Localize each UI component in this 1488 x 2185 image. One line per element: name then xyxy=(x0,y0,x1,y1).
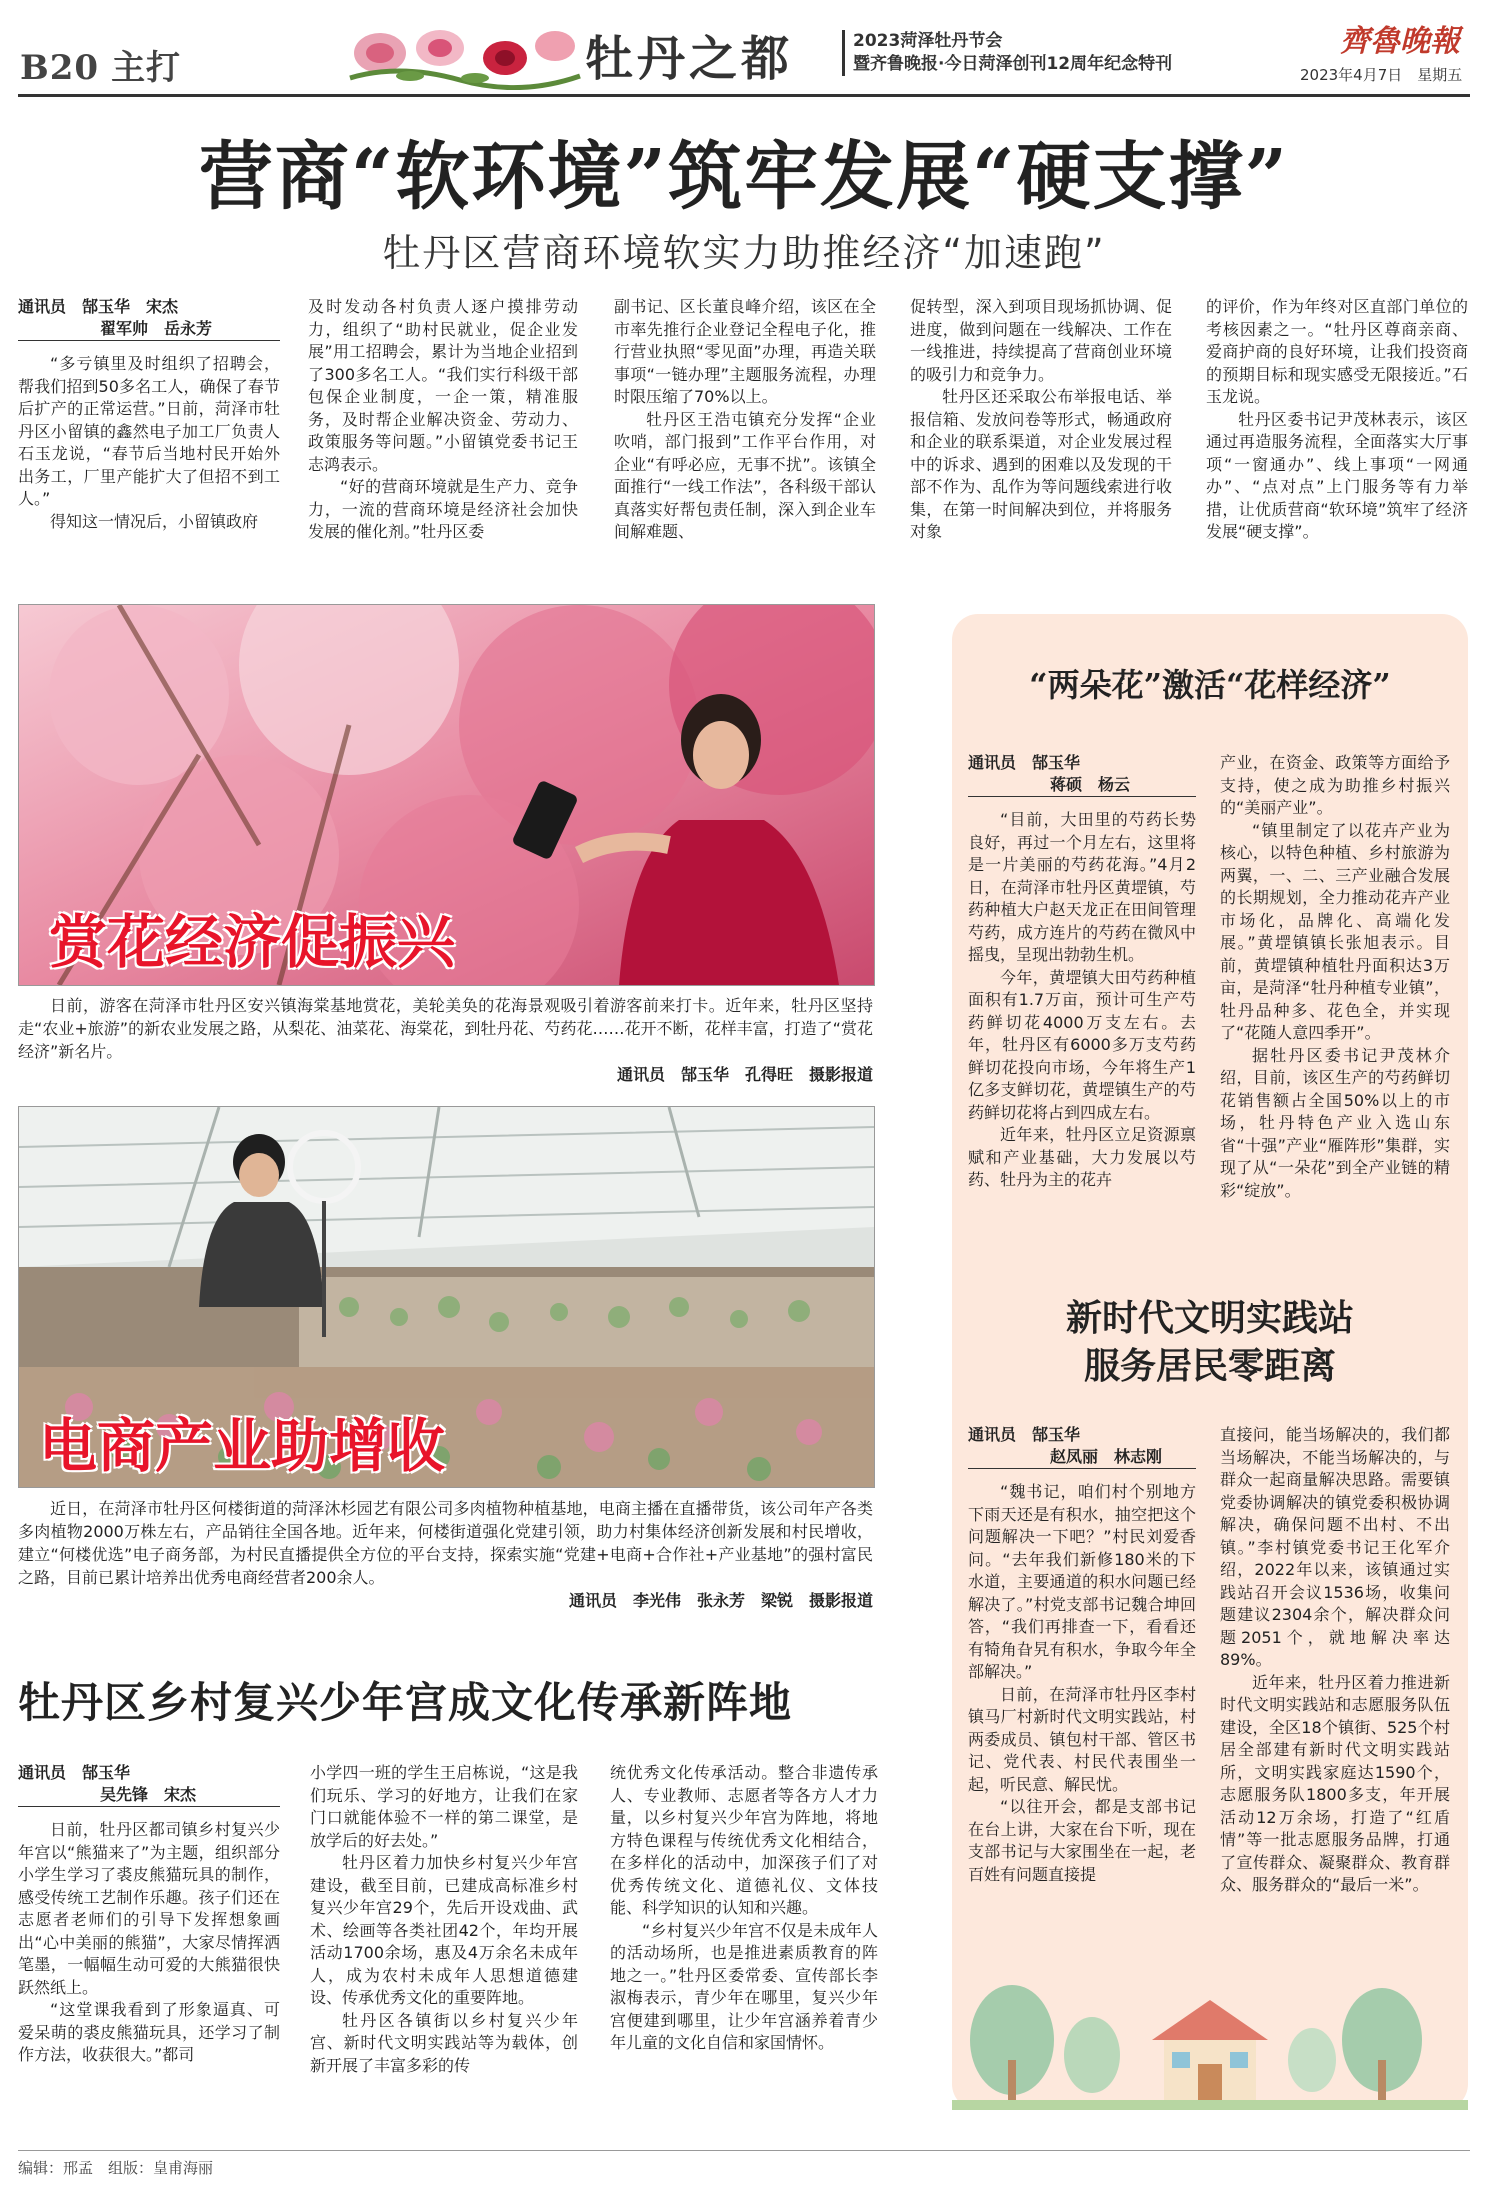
photo-succulent-livestream xyxy=(18,1106,875,1488)
main-article-col-3 xyxy=(614,296,876,544)
paragraph: 牡丹区着力加快乡村复兴少年宫建设，截至目前，已建成高标准乡村复兴少年宫29个，先后开设戏曲、武术、绘画等各类社团42个，年均开展活动1700余场，惠及4万余名未成年人，成为农村未成年人思想道德建设、传承优秀文化的重要阵地。 xyxy=(310,1853,578,2007)
village-illustration xyxy=(952,1970,1468,2110)
caption-text: 日前，游客在菏泽市牡丹区安兴镇海棠基地赏花，美轮美奂的花海景观吸引着游客前来打卡。近年来，牡丹区坚持走“农业+旅游”的新农业发展之路，从梨花、油菜花、海棠花，到牡丹花、芍药花……花开不断，花样丰富，打造了“赏花经济”新名片。 xyxy=(18,996,873,1061)
paragraph: “以往开会，都是支部书记在台上讲，大家在台下听，现在支部书记与大家围坐在一起，老百姓有问题直接提 xyxy=(968,1797,1196,1884)
page-number-text: B20 xyxy=(20,48,100,88)
paragraph: “多亏镇里及时组织了招聘会，帮我们招到50多名工人，确保了春节后扩产的正常运营。”日前，菏泽市牡丹区小留镇的鑫然电子加工厂负责人石玉龙说，“春节后当地村民开始外出务工，厂里产能扩大了但招不到工人。” xyxy=(18,354,280,508)
byline-line-2: 吴先锋 宋杰 xyxy=(18,1784,280,1807)
paragraph: “魏书记，咱们村个别地方下雨天还是有积水，抽空把这个问题解决一下吧？”村民刘爱香问。“去年我们新修180米的下水道，主要通道的积水问题已经解决了。”村党支部书记魏合坤回答，“我们再排查一下，看看还有犄角旮旯有积水，争取今年全部解决。” xyxy=(968,1482,1196,1681)
paragraph: “好的营商环境就是生产力、竞争力，一流的营商环境是经济社会加快发展的催化剂。”牡丹区委 xyxy=(308,477,578,541)
article3-col-1 xyxy=(18,1762,280,2067)
page-header xyxy=(0,0,1488,98)
article3-byline xyxy=(18,1762,280,1807)
paragraph: 牡丹区各镇街以乡村复兴少年宫、新时代文明实践站等为载体，创新开展了丰富多彩的传 xyxy=(310,2010,578,2075)
title-line-1: 新时代文明实践站 xyxy=(1065,1297,1354,1339)
page-number xyxy=(20,40,181,89)
paragraph: 的评价，作为年终对区直部门单位的考核因素之一。“牡丹区尊商亲商、爱商护商的良好环境，让我们投资商的预期目标和现实感受无限接近。”石玉龙说。 xyxy=(1206,297,1468,406)
main-article-col-1 xyxy=(18,296,280,533)
section-name: 主打 xyxy=(111,48,182,88)
sidebar-article2-title xyxy=(952,1294,1468,1390)
paragraph: “目前，大田里的芍药长势良好，再过一个月左右，这里将是一片美丽的芍药花海。”4月2日，在菏泽市牡丹区黄堽镇，芍药种植大户赵天龙正在田间管理芍药，成方连片的芍药在微风中摇曳，呈现出勃勃生机。 xyxy=(968,810,1196,964)
sidebar-article1-col-2 xyxy=(1220,752,1450,1202)
sidebar-article1-col-1 xyxy=(968,752,1196,1192)
special-issue-subtitle xyxy=(842,30,1172,76)
byline-line-1: 通讯员 郜玉华 xyxy=(968,753,1081,772)
paragraph: 牡丹区还采取公布举报电话、举报信箱、发放问卷等形式，畅通政府和企业的联系渠道，对企业发展过程中的诉求、遇到的困难以及发现的干部不作为、乱作为等问题线索进行收集，在第一时间解决到位，并将服务对象 xyxy=(910,387,1172,541)
caption-text: 近日，在菏泽市牡丹区何楼街道的菏泽沐杉园艺有限公司多肉植物种植基地，电商主播在直播带货，该公司年产各类多肉植物2000万株左右，产品销往全国各地。近年来，何楼街道强化党建引领，助力村集体经济创新发展和村民增收，建立“何楼优选”电子商务部，为村民直播提供全方位的平台支持，探索实施“党建+电商+合作社+产业基地”的强村富民之路，目前已累计培养出优秀电商经营者200余人。 xyxy=(18,1499,873,1587)
paragraph: 直接问，能当场解决的，我们都当场解决，不能当场解决的，与群众一起商量解决思路。需要镇党委协调解决的镇党委积极协调解决，确保问题不出村、不出镇。”李村镇党委书记王化军介绍，2022年以来，该镇通过实践站召开会议1536场，收集问题建议2304余个，解决群众问题2051个，就地解决率达89%。 xyxy=(1220,1425,1450,1669)
paragraph: 促转型，深入到项目现场抓协调、促进度，做到问题在一线解决、工作在一线推进，持续提高了营商创业环境的吸引力和竞争力。 xyxy=(910,297,1172,384)
byline-line-1: 通讯员 郜玉华 宋杰 xyxy=(18,297,179,316)
paragraph: 日前，在菏泽市牡丹区李村镇马厂村新时代文明实践站，村两委成员、镇包村干部、管区书记、党代表、村民代表围坐一起，听民意、解民忧。 xyxy=(968,1684,1196,1794)
byline-line-2: 赵凤丽 林志刚 xyxy=(968,1446,1196,1469)
paragraph: “乡村复兴少年宫不仅是未成年人的活动场所，也是推进素质教育的阵地之一。”牡丹区委常委、宣传部长李淑梅表示，青少年在哪里，复兴少年宫便建到哪里，让少年宫涵养着青少年儿童的文化自信和家国情怀。 xyxy=(610,1920,878,2052)
photo2-overlay-title: 电商产业助增收 xyxy=(39,1412,446,1480)
title-line-2: 服务居民零距离 xyxy=(1083,1345,1336,1387)
sidebar-article2-col-2 xyxy=(1220,1424,1450,1897)
issue-date: 2023年4月7日 星期五 xyxy=(1300,66,1463,84)
paragraph: 近年来，牡丹区立足资源禀赋和产业基础，大力发展以芍药、牡丹为主的花卉 xyxy=(968,1125,1196,1189)
photo1-credit: 通讯员 郜玉华 孔得旺 摄影报道 xyxy=(616,1065,873,1084)
photo-blossom-tourist xyxy=(18,604,875,986)
paragraph: 日前，牡丹区都司镇乡村复兴少年宫以“熊猫来了”为主题，组织部分小学生学习了裘皮熊猫玩具的制作，感受传统工艺制作乐趣。孩子们还在志愿者老师们的引导下发挥想象画出“心中美丽的熊猫”，大家尽情挥洒笔墨，一幅幅生动可爱的大熊猫很快跃然纸上。 xyxy=(18,1820,280,1997)
main-subheadline: 牡丹区营商环境软实力助推经济“加速跑” xyxy=(382,231,1106,275)
sidebar-article1-byline xyxy=(968,752,1196,797)
sidebar-article2-col-1 xyxy=(968,1424,1196,1886)
paragraph: 统优秀文化传承活动。整合非遗传承人、专业教师、志愿者等各方人才力量，以乡村复兴少年宫为阵地，将地方特色课程与传统优秀文化相结合，在多样化的活动中，加深孩子们了对优秀传统文化、道德礼仪、文体技能、科学知识的认知和兴趣。 xyxy=(610,1763,878,1917)
paragraph: 小学四一班的学生王启栋说，“这是我们玩乐、学习的好地方，让我们在家门口就能体验不一样的第二课堂，是放学后的好去处。” xyxy=(310,1763,578,1850)
sidebar-article1-title: “两朵花”激活“花样经济” xyxy=(1029,666,1391,704)
header-rule xyxy=(18,94,1470,97)
newspaper-logo: 齊魯晚報 xyxy=(1340,24,1460,59)
paragraph: 牡丹区王浩屯镇充分发挥“企业吹哨，部门报到”工作平台作用，对企业“有呼必应，无事不扰”。该镇全面推行“一线工作法”，各科级干部认真落实好帮包责任制，深入到企业车间解难题、 xyxy=(614,409,876,541)
article3-headline: 牡丹区乡村复兴少年宫成文化传承新阵地 xyxy=(18,1678,793,1727)
byline-line-1: 通讯员 郜玉华 xyxy=(18,1763,131,1782)
paragraph: 今年，黄堽镇大田芍药种植面积有1.7万亩，预计可生产芍药鲜切花4000万支左右。去年，牡丹区有6000多万支芍药鲜切花投向市场，今年将生产1亿多支鲜切花，黄堽镇生产的芍药鲜切花将占到四成左右。 xyxy=(968,967,1196,1122)
photo2-credit: 通讯员 李光伟 张永芳 梁锐 摄影报道 xyxy=(568,1591,873,1610)
section-title: 牡丹之都 xyxy=(585,31,794,87)
photo1-overlay-title: 赏花经济促振兴 xyxy=(49,908,456,976)
peony-banner-illustration xyxy=(340,8,590,90)
footer-rule xyxy=(18,2150,1470,2151)
paragraph: 近年来，牡丹区着力推进新时代文明实践站和志愿服务队伍建设，全区18个镇街、525个村居全部建有新时代文明实践站所，文明实践家庭达1590个，志愿服务队1800多支，年开展活动12万余场，打造了“红盾情”等一批志愿服务品牌，打通了宣传群众、凝聚群众、教育群众、服务群众的“最后一米”。 xyxy=(1220,1672,1450,1894)
paragraph: 副书记、区长董良峰介绍，该区在全市率先推行企业登记全程电子化，推行营业执照“零见面”办理，再造关联事项“一链办理”主题服务流程，办理时限压缩了70%以上。 xyxy=(614,297,876,406)
paragraph: 得知这一情况后，小留镇政府 xyxy=(50,511,259,531)
subtitle-line-2: 暨齐鲁晚报·今日菏泽创刊12周年纪念特刊 xyxy=(853,54,1173,74)
photo1-caption xyxy=(18,994,873,1086)
article3-col-3 xyxy=(610,1762,878,2055)
paragraph: “这堂课我看到了形象逼真、可爱呆萌的裘皮熊猫玩具，还学习了制作方法，收获很大。”都司 xyxy=(18,2000,280,2064)
main-headline: 营商“软环境”筑牢发展“硬支撑” xyxy=(198,134,1290,220)
main-article-col-5 xyxy=(1206,296,1468,544)
sidebar-article2-byline xyxy=(968,1424,1196,1469)
byline-line-1: 通讯员 郜玉华 xyxy=(968,1425,1081,1444)
footer-credits: 编辑：邢孟 组版：皇甫海丽 xyxy=(18,2159,214,2177)
paragraph: 牡丹区委书记尹茂林表示，该区通过再造服务流程，全面落实大厅事项“一窗通办”、线上事项“一网通办”、“点对点”上门服务等有力举措，让优质营商“软环境”筑牢了经济发展“硬支撑”。 xyxy=(1206,409,1468,541)
main-article-col-4 xyxy=(910,296,1172,544)
paragraph: 产业，在资金、政策等方面给予支持，使之成为助推乡村振兴的“美丽产业”。 xyxy=(1220,753,1450,817)
byline-line-2: 翟军帅 岳永芳 xyxy=(18,318,280,341)
photo2-caption xyxy=(18,1497,873,1612)
byline-line-2: 蒋硕 杨云 xyxy=(968,774,1196,797)
article3-col-2 xyxy=(310,1762,578,2077)
main-byline xyxy=(18,296,280,341)
paragraph: 及时发动各村负责人逐户摸排劳动力，组织了“助村民就业，促企业发展”用工招聘会，累计为当地企业招到了300多名工人。“我们实行科级干部包保企业制度，一企一策，精准服务，及时帮企业解决资金、劳动力、政策服务等问题。”小留镇党委书记王志鸿表示。 xyxy=(308,297,578,474)
sidebar-panel xyxy=(952,614,1468,2110)
main-article-col-2 xyxy=(308,296,578,544)
paragraph: “镇里制定了以花卉产业为核心，以特色种植、乡村旅游为两翼，一、二、三产业融合发展的长期规划，全力推动花卉产业市场化，品牌化、高端化发展。”黄堽镇镇长张旭表示。目前，黄堽镇种植牡丹面积达3万亩，是菏泽“牡丹种植专业镇”，牡丹品种多、花色全，并实现了“花随人意四季开”。 xyxy=(1220,820,1450,1042)
subtitle-line-1: 2023菏泽牡丹节会 xyxy=(853,31,1003,51)
paragraph: 据牡丹区委书记尹茂林介绍，目前，该区生产的芍药鲜切花销售额占全国50%以上的市场，牡丹特色产业入选山东省“十强”产业“雁阵形”集群，实现了从“一朵花”到全产业链的精彩“绽放”。 xyxy=(1220,1045,1450,1200)
